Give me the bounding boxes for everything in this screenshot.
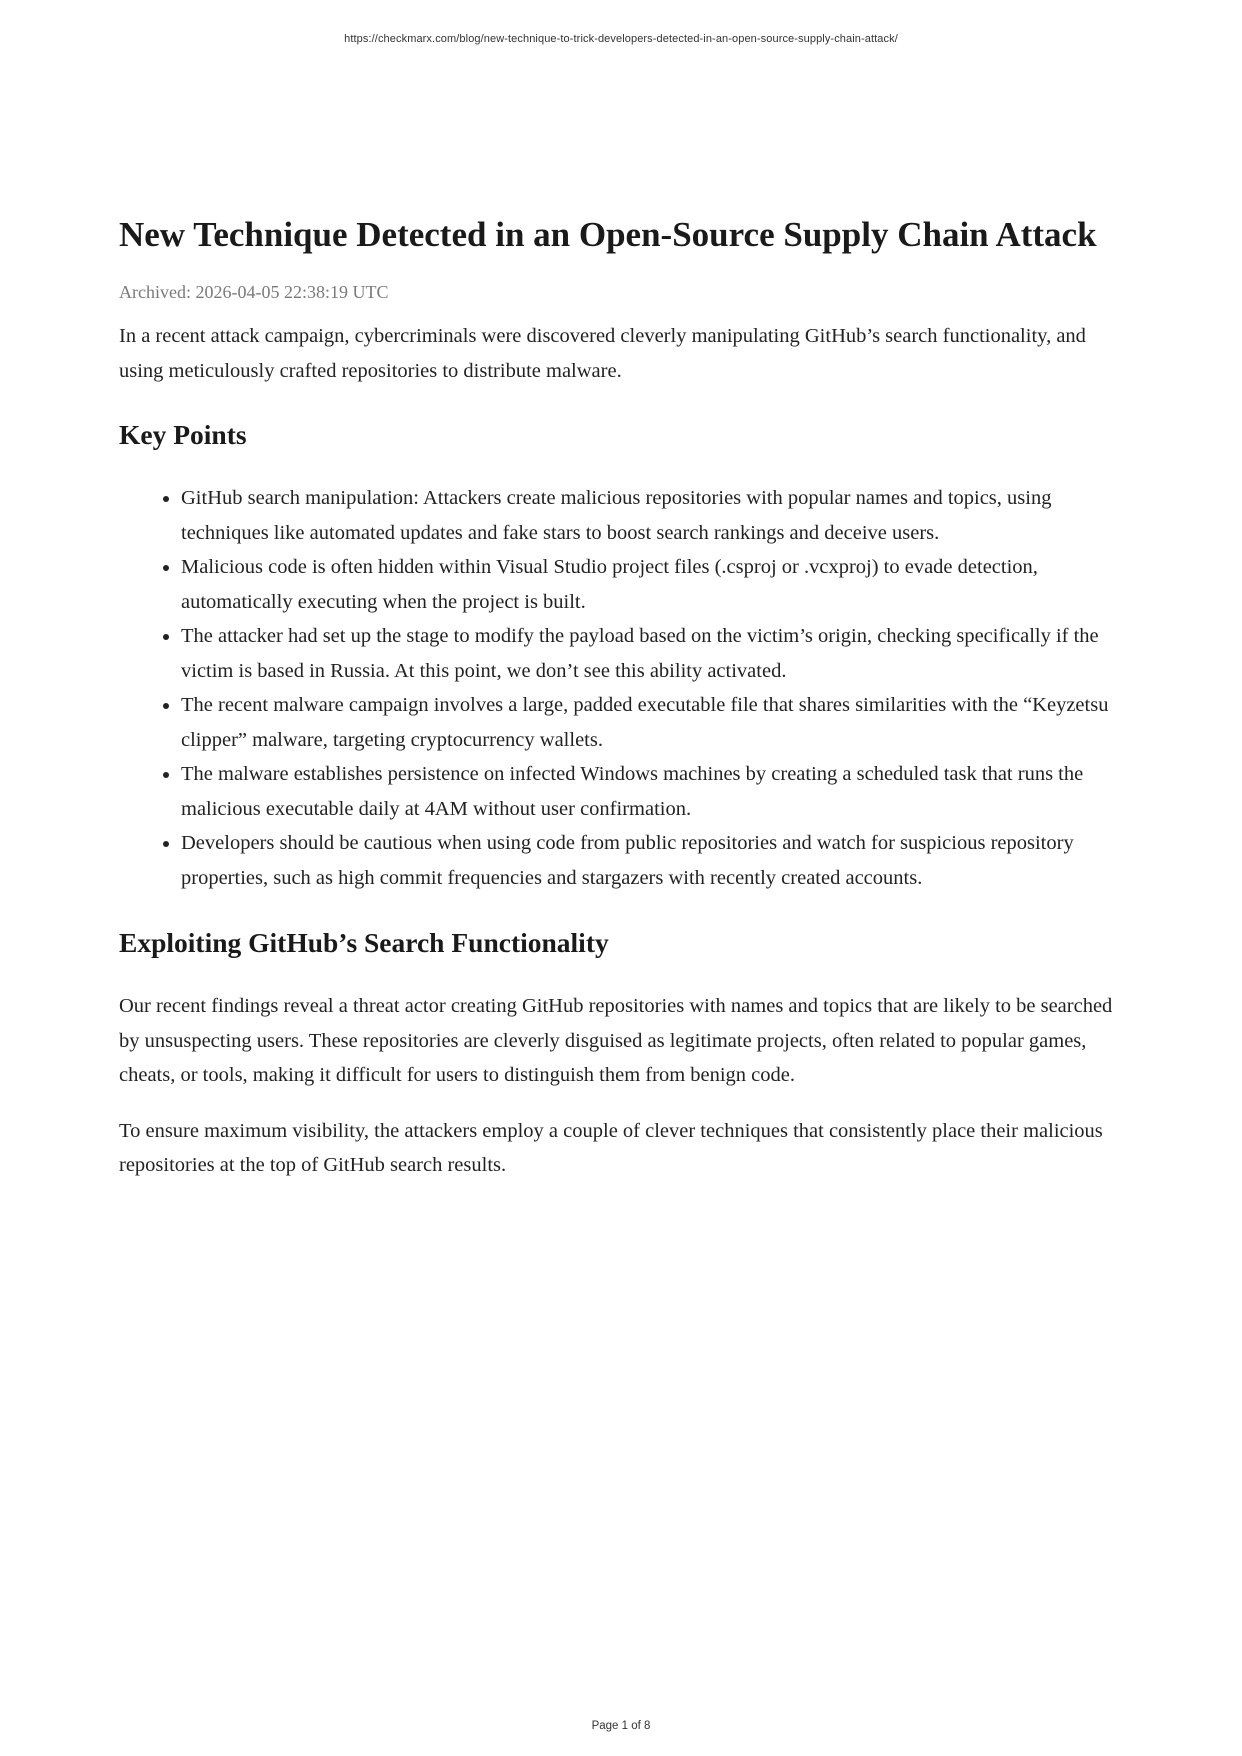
archived-timestamp: Archived: 2026-04-05 22:38:19 UTC <box>119 282 389 302</box>
list-item: • Malicious code is often hidden within Visual Studio project files (.csproj or .vcxproj) to evade detection, automatically executing when the project is built. <box>181 550 1131 619</box>
intro-paragraph: In a recent attack campaign, cybercriminals were discovered cleverly manipulating GitHub’s search functionality, and using meticulously crafted repositories to distribute malware. <box>119 325 1086 382</box>
section-paragraph: To ensure maximum visibility, the attackers employ a couple of clever techniques that consistently place their malicious repositories at the top of GitHub search results. <box>119 1119 1103 1176</box>
key-points-heading: Key Points <box>119 419 247 450</box>
page-number: Page 1 of 8 <box>591 1720 651 1732</box>
list-item: • Developers should be cautious when using code from public repositories and watch for suspicious repository properties, such as high commit frequencies and stargazers with recently created accounts. <box>181 826 1131 895</box>
list-item: • The attacker had set up the stage to modify the payload based on the victim’s origin, checking specifically if the victim is based in Russia. At this point, we don’t see this ability activated. <box>181 619 1131 688</box>
list-item: • The malware establishes persistence on infected Windows machines by creating a scheduled task that runs the malicious executable daily at 4AM without user confirmation. <box>181 757 1131 826</box>
page-title: New Technique Detected in an Open-Source Supply Chain Attack <box>119 215 1097 254</box>
key-points-list <box>119 481 1131 895</box>
article <box>119 212 1131 1183</box>
list-item: • The recent malware campaign involves a large, padded executable file that shares similarities with the “Keyzetsu clipper” malware, targeting cryptocurrency wallets. <box>181 688 1131 757</box>
section-heading: Exploiting GitHub’s Search Functionality <box>119 927 609 958</box>
section-paragraph: Our recent findings reveal a threat actor creating GitHub repositories with names and topics that are likely to be searched by unsuspecting users. These repositories are cleverly disguised as legitimate projects, often related to popular games, cheats, or tools, making it difficult for users to distinguish them from benign code. <box>119 995 1113 1086</box>
page-url[interactable]: https://checkmarx.com/blog/new-technique-to-trick-developers-detected-in-an-open-source-supply-chain-attack/ <box>344 33 898 45</box>
list-item: • GitHub search manipulation: Attackers create malicious repositories with popular names and topics, using techniques like automated updates and fake stars to boost search rankings and deceive users. <box>181 481 1131 550</box>
